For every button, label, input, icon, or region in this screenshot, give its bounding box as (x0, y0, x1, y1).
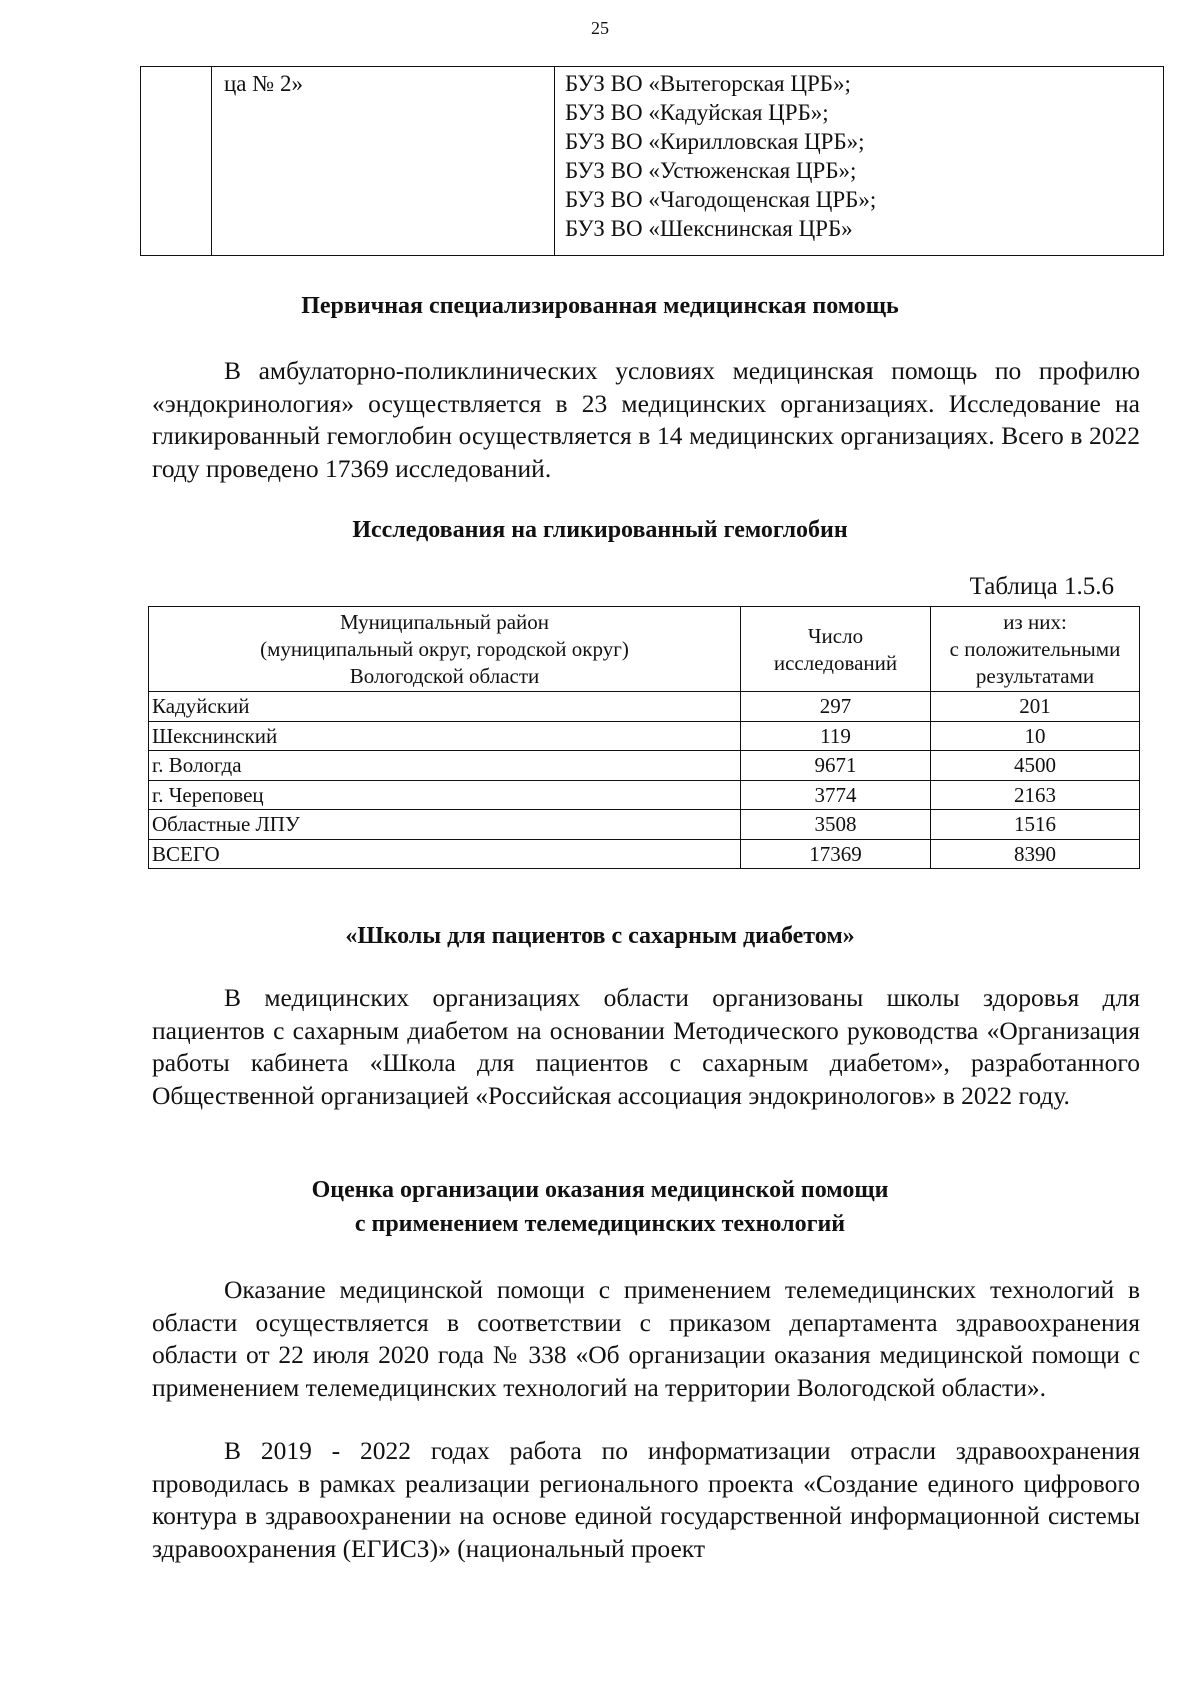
table-row-total (149, 839, 1140, 869)
cell-district: Кадуйский (149, 692, 741, 722)
paragraph-endocrinology: В амбулаторно-поликлинических условиях медицинская помощь по профилю «эндокринология» осуществляется в 23 медицинских организациях. Исследование на гликированный гемоглобин осуществляется в 14 медицинских организациях. Всего в 2022 году проведено 17369 исследований. (152, 356, 1140, 483)
cell-positive: 1516 (931, 810, 1140, 840)
table-row (149, 780, 1140, 810)
cell-count: 297 (741, 692, 931, 722)
header-count (741, 607, 931, 692)
table-cell-org-list (555, 67, 1164, 256)
table-caption: Таблица 1.5.6 (969, 573, 1114, 600)
cell-positive: 8390 (931, 839, 1140, 869)
org-list-item: БУЗ ВО «Чагодощенская ЦРБ»; (565, 187, 877, 212)
header-district (149, 607, 741, 692)
header-positive-line: с положительными (949, 637, 1121, 661)
section-heading-diabetes-schools: «Школы для пациентов с сахарным диабетом» (345, 923, 855, 949)
cell-district: г. Вологда (149, 751, 741, 781)
cell-district: Шекснинский (149, 721, 741, 751)
paragraph-diabetes-schools: В медицинских организациях области организованы школы здоровья для пациентов с сахарным диабетом на основании Методического руководства «Организация работы кабинета «Школа для пациентов с сахарным диабетом», разработанного Общественной организацией «Российская ассоциация эндокринологов» в 2022 году. (152, 983, 1140, 1110)
org-list-item: БУЗ ВО «Устюженская ЦРБ»; (565, 158, 857, 183)
table-row (149, 692, 1140, 722)
paragraph-informatization: В 2019 - 2022 годах работа по информатизации отрасли здравоохранения проводилась в рамках реализации регионального проекта «Создание единого цифрового контура в здравоохранении на основе единой государственной информационной системы здравоохранения (ЕГИСЗ)» (национальный проект (152, 1436, 1140, 1563)
header-district-line: Вологодской области (349, 664, 540, 688)
cell-positive: 4500 (931, 751, 1140, 781)
header-positive (931, 607, 1140, 692)
cell-count: 119 (741, 721, 931, 751)
paragraph-telemedicine-order: Оказание медицинской помощи с применением телемедицинских технологий в области осуществляется в соответствии с приказом департамента здравоохранения области от 22 июля 2020 года № 338 «Об организации оказания медицинской помощи с применением телемедицинских технологий на территории Вологодской области». (152, 1275, 1140, 1402)
cell-positive: 201 (931, 692, 1140, 722)
header-count-line: Число (807, 623, 864, 648)
org-list-item: БУЗ ВО «Кадуйская ЦРБ»; (565, 100, 829, 125)
cell-positive: 2163 (931, 780, 1140, 810)
header-positive-line: результатами (975, 664, 1095, 688)
org-list-item: БУЗ ВО «Кирилловская ЦРБ»; (565, 129, 865, 154)
table-row (149, 721, 1140, 751)
cell-count: 3508 (741, 810, 931, 840)
cell-positive: 10 (931, 721, 1140, 751)
section-heading-telemedicine-line2: с применением телемедицинских технологий (354, 1211, 846, 1237)
cell-count: 17369 (741, 839, 931, 869)
cell-district: г. Череповец (149, 780, 741, 810)
table-row (149, 810, 1140, 840)
cell-count: 3774 (741, 780, 931, 810)
section-heading-specialized-care: Первичная специализированная медицинская помощь (301, 293, 899, 319)
cell-district: ВСЕГО (149, 839, 741, 869)
table-cell-empty (141, 67, 212, 256)
table-row (149, 751, 1140, 781)
hemoglobin-table (148, 606, 1140, 869)
org-list-item: БУЗ ВО «Шекснинская ЦРБ» (565, 216, 853, 241)
page-number: 25 (591, 18, 609, 38)
table-header-row (149, 607, 1140, 692)
header-count-line: исследований (773, 650, 898, 675)
continuation-table (140, 66, 1164, 256)
header-district-line: Муниципальный район (339, 610, 550, 634)
org-list-item: БУЗ ВО «Вытегорская ЦРБ»; (565, 71, 851, 96)
cell-district: Областные ЛПУ (149, 810, 741, 840)
header-positive-line: из них: (1003, 610, 1067, 634)
section-heading-telemedicine-line1: Оценка организации оказания медицинской помощи (311, 1177, 889, 1203)
table-cell-org-name-tail: ца № 2» (212, 67, 555, 256)
table-heading: Исследования на гликированный гемоглобин (352, 517, 848, 543)
table-row (141, 67, 1164, 256)
header-district-line: (муниципальный округ, городской округ) (260, 637, 629, 661)
cell-count: 9671 (741, 751, 931, 781)
